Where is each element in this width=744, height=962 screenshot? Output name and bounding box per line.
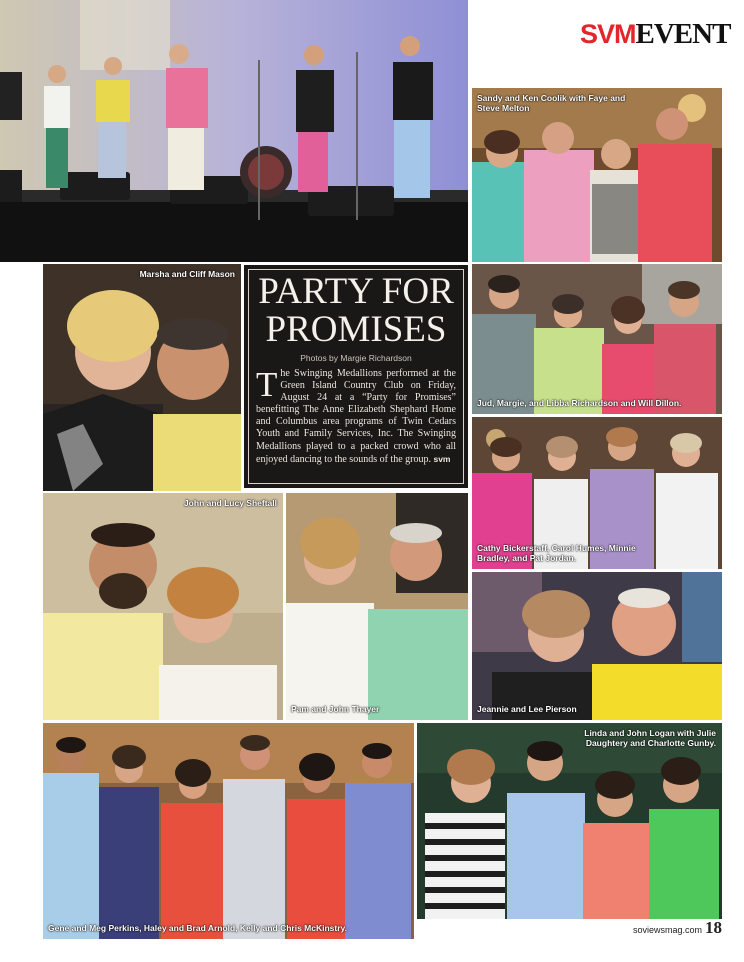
mason-photo [43,264,241,491]
coolik-melton-photo [472,88,722,262]
story-body [256,365,456,466]
drop-cap: T [256,365,278,404]
caption-richardson: Jud, Margie, and Libba Richardson and Will Dillon. [477,398,682,408]
caption-sheftall: John and Lucy Sheftall [183,498,277,508]
bickerstaff-photo [472,417,722,569]
svm-event-logo [580,18,731,52]
page-footer [633,918,722,938]
caption-perkins: Gene and Meg Perkins, Haley and Brad Arnold, Kelly and Chris McKinstry. [48,923,347,933]
pierson-photo [472,572,722,720]
page-number: 18 [705,918,722,937]
caption-bickerstaff: Cathy Bickerstaff, Carol Humes, Minnie Bradley, and Pat Jordan. [477,543,636,563]
brand-svm: SVM [580,19,636,49]
caption-thayer: Pam and John Thayer [291,704,380,714]
perkins-arnold-mckinstry-photo [43,723,414,939]
story-text: he Swinging Medallions performed at the Green Island Country Club on Friday, August 24 at a “Party for Promises” benefitting The Anne Elizabeth Shephard Home and Columbus area programs of Twin Cedars Youth and Family Services, Inc. The Swinging Medallions played to a packed crowd who all enjoyed dancing to the sounds of the group. [256,368,456,465]
band-performance-photo [0,0,468,262]
caption-mason: Marsha and Cliff Mason [139,269,235,279]
story-box [244,265,468,488]
headline-line-2: PROMISES [265,309,447,350]
caption-coolik: Sandy and Ken Coolik with Faye and Steve Melton [477,93,626,113]
sheftall-photo [43,493,283,720]
brand-event: EVENT [635,18,731,50]
richardson-dillon-photo [472,264,722,414]
thayer-photo [286,493,468,720]
logan-daughtery-gunby-photo [417,723,722,919]
caption-pierson: Jeannie and Lee Pierson [477,704,577,714]
site-url[interactable]: soviewsmag.com [632,925,702,935]
headline-line-1: PARTY FOR [258,271,454,312]
byline: Photos by Margie Richardson [300,353,412,363]
headline [244,273,468,349]
signoff: svm [433,453,451,464]
caption-logan: Linda and John Logan with Julie Daughtery and Charlotte Gunby. [584,728,716,748]
